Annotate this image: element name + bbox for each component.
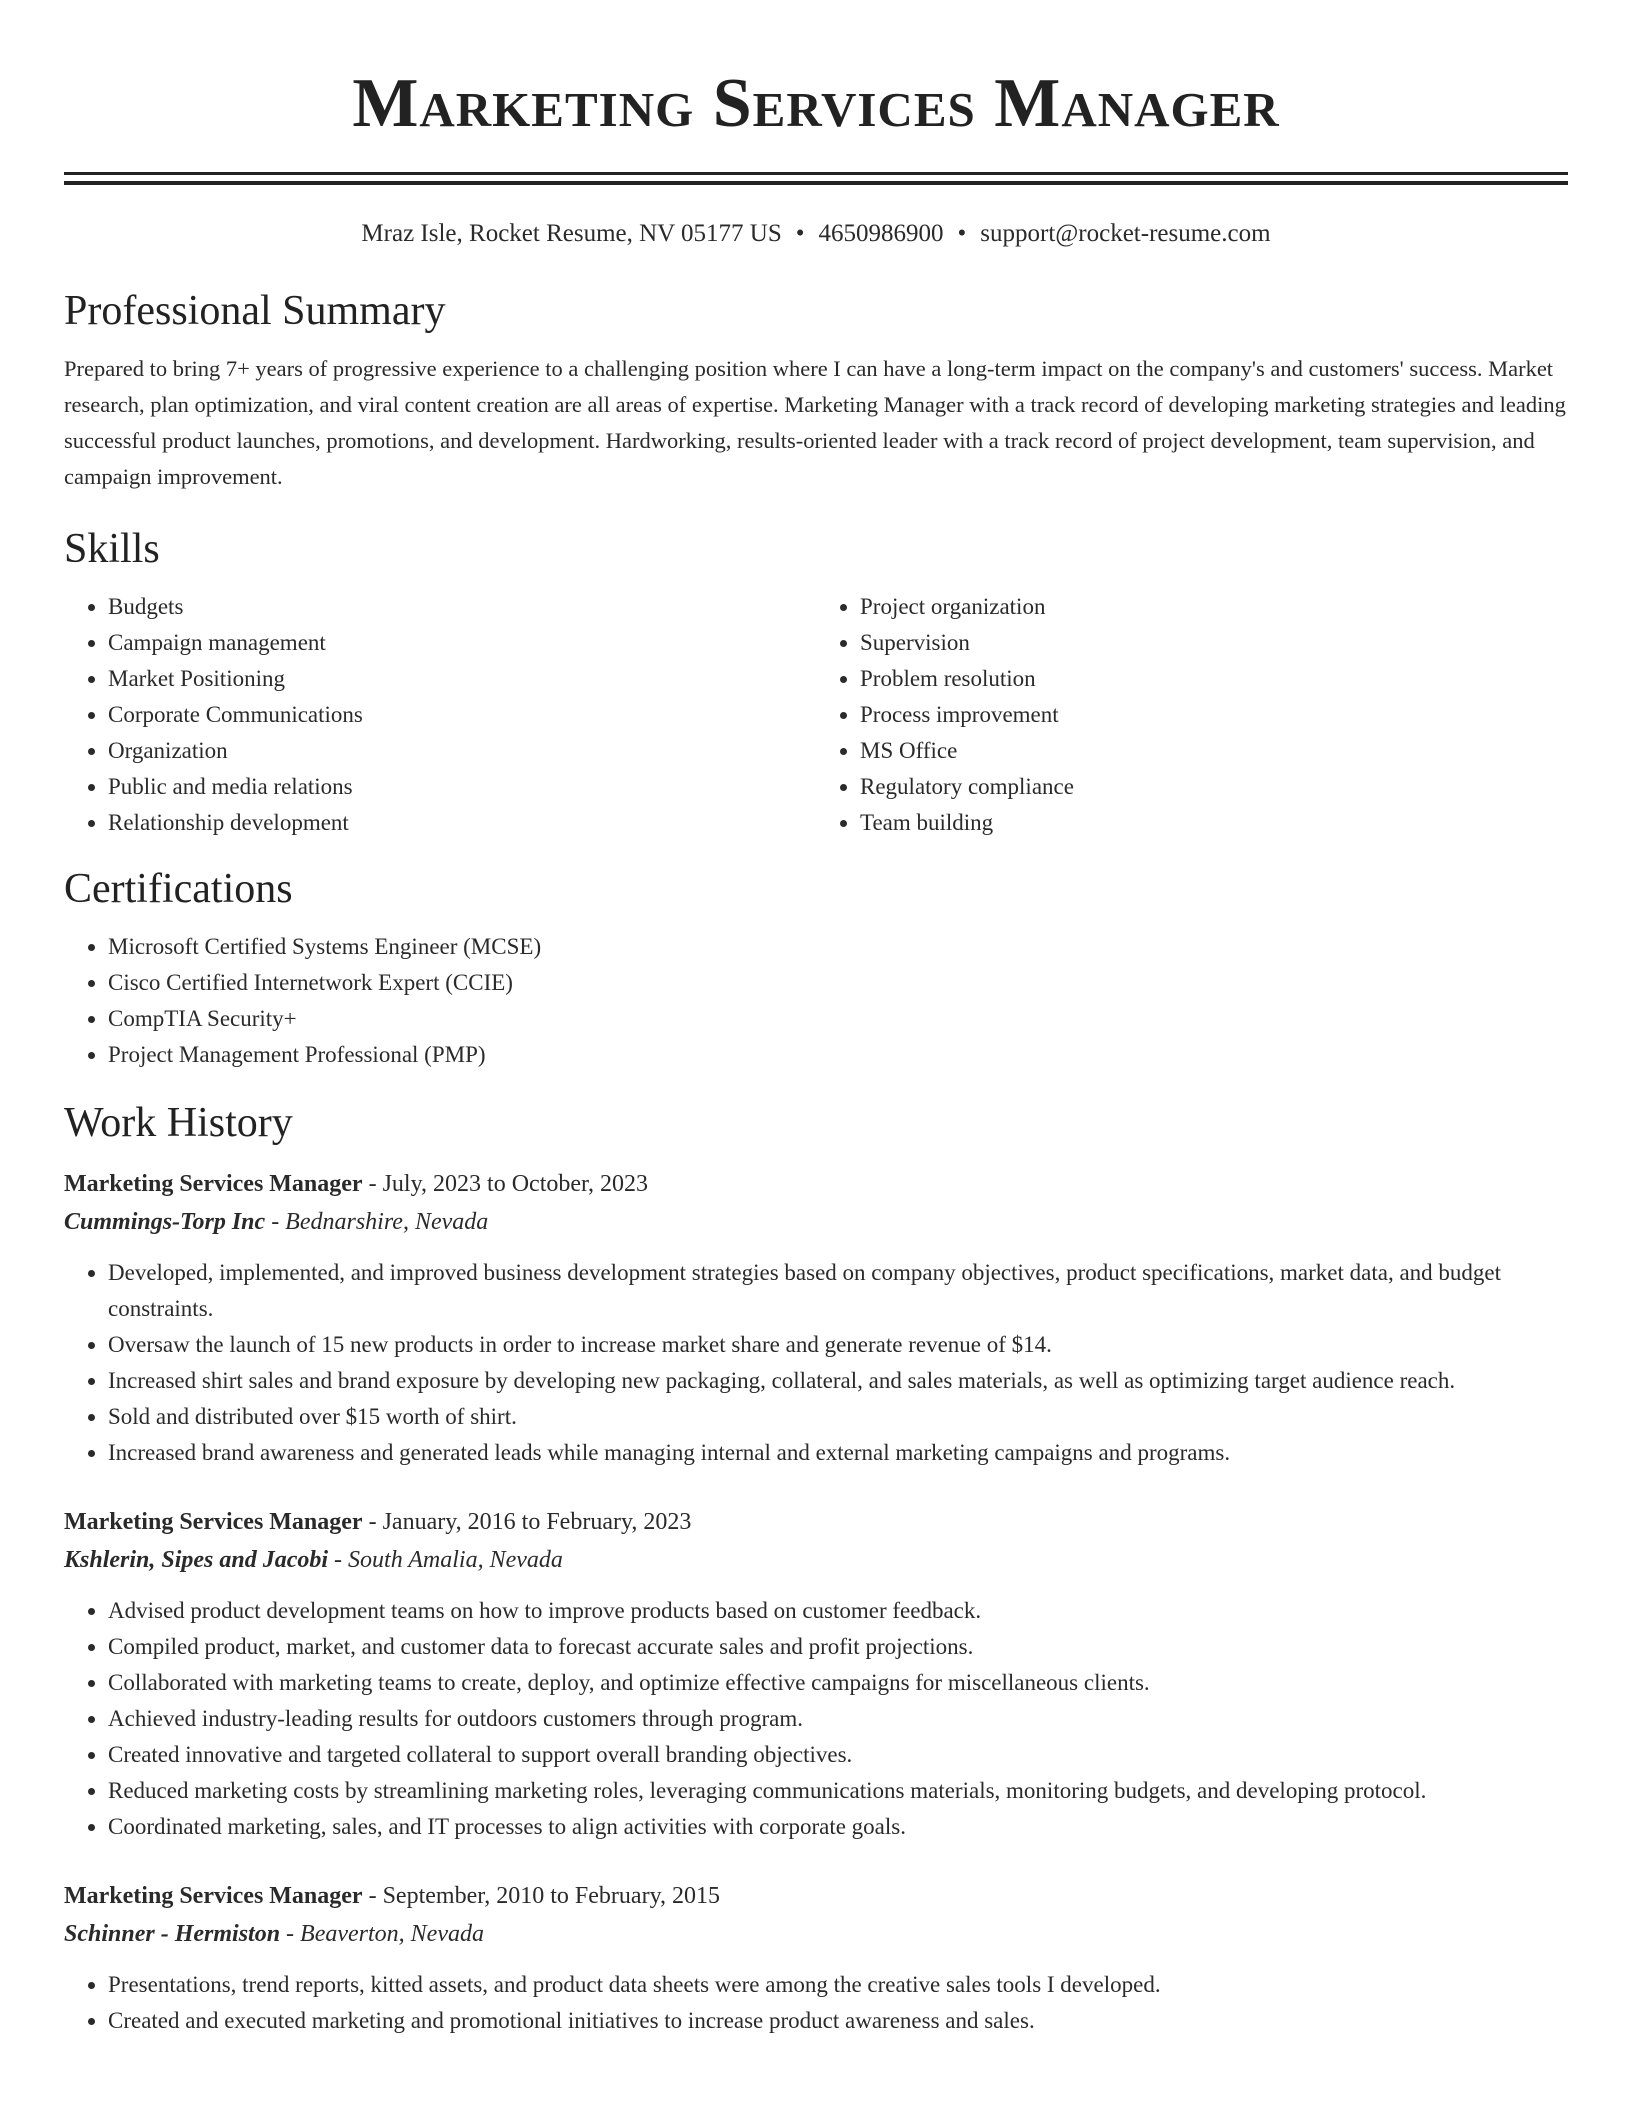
skill-item: • Campaign management [108,625,816,661]
job-dates: - July, 2023 to October, 2023 [368,1171,649,1197]
work-history-heading: Work History [64,1100,293,1146]
job-header [64,1165,1568,1203]
job-company-line [64,1541,1568,1579]
contact-address: Mraz Isle, Rocket Resume, NV 05177 US [361,220,782,247]
skill-item: • Corporate Communications [108,697,816,733]
skills-list-right [816,589,1568,841]
skill-item: • Organization [108,733,816,769]
job-location: - Bednarshire, Nevada [271,1209,489,1235]
skill-item: • Budgets [108,589,816,625]
skill-item: • MS Office [860,733,1568,769]
title-divider-bottom [64,181,1568,185]
job-bullet: • Presentations, trend reports, kitted assets, and product data sheets were among the creative sales tools I developed. [108,1967,1568,2003]
job-company: Kshlerin, Sipes and Jacobi [64,1547,329,1573]
job-bullet: • Collaborated with marketing teams to create, deploy, and optimize effective campaigns for miscellaneous clients. [108,1665,1568,1701]
job-entry [64,1165,1568,1471]
job-bullet: • Increased brand awareness and generated leads while managing internal and external marketing campaigns and programs. [108,1435,1568,1471]
title-divider-top [64,172,1568,175]
job-bullets [64,1593,1568,1845]
skill-item: • Project organization [860,589,1568,625]
skill-item: • Regulatory compliance [860,769,1568,805]
certifications-heading: Certifications [64,866,293,912]
certification-item: • Cisco Certified Internetwork Expert (CCIE) [108,965,1568,1001]
job-entry [64,1503,1568,1845]
job-bullet: • Developed, implemented, and improved business development strategies based on company objectives, product specifications, market data, and budget constraints. [108,1255,1568,1327]
job-bullet: • Compiled product, market, and customer data to forecast accurate sales and profit projections. [108,1629,1568,1665]
certifications-list [64,929,1568,1073]
work-history-section [64,1097,1568,2039]
job-bullets [64,1967,1568,2039]
summary-text: Prepared to bring 7+ years of progressive experience to a challenging position where I can have a long-term impact on the company's and customers' success. Market research, plan optimization, and viral content creation are all areas of expertise. Marketing Manager with a track record of developing marketing strategies and leading successful product launches, promotions, and development. Hardworking, results-oriented leader with a track record of project development, team supervision, and campaign improvement. [64,356,1566,489]
certification-item: • CompTIA Security+ [108,1001,1568,1037]
contact-line [64,217,1568,251]
job-header [64,1877,1568,1915]
job-entry [64,1877,1568,2039]
certifications-section [64,863,1568,1073]
job-title: Marketing Services Manager [64,1171,363,1197]
job-company: Schinner - Hermiston [64,1921,281,1947]
summary-section [64,285,1568,495]
job-title: Marketing Services Manager [64,1509,363,1535]
skill-item: • Public and media relations [108,769,816,805]
skills-section [64,523,1568,841]
job-bullet: • Achieved industry-leading results for outdoors customers through program. [108,1701,1568,1737]
summary-heading: Professional Summary [64,288,446,334]
skills-list-left [64,589,816,841]
skills-heading: Skills [64,526,160,572]
certification-item: • Project Management Professional (PMP) [108,1037,1568,1073]
skill-item: • Market Positioning [108,661,816,697]
skills-columns [64,589,1568,841]
job-dates: - September, 2010 to February, 2015 [368,1883,721,1909]
job-bullet: • Created and executed marketing and promotional initiatives to increase product awareness and sales. [108,2003,1568,2039]
skill-item: • Problem resolution [860,661,1568,697]
skill-item: • Supervision [860,625,1568,661]
job-bullet: • Created innovative and targeted collateral to support overall branding objectives. [108,1737,1568,1773]
job-bullet: • Sold and distributed over $15 worth of shirt. [108,1399,1568,1435]
job-dates: - January, 2016 to February, 2023 [368,1509,692,1535]
job-company-line [64,1203,1568,1241]
job-bullets [64,1255,1568,1471]
job-company: Cummings-Torp Inc [64,1209,266,1235]
job-bullet: • Advised product development teams on how to improve products based on customer feedback. [108,1593,1568,1629]
page-title: Marketing Services Manager [352,65,1280,142]
job-bullet: • Coordinated marketing, sales, and IT processes to align activities with corporate goals. [108,1809,1568,1845]
job-bullet: • Oversaw the launch of 15 new products in order to increase market share and generate revenue of $14. [108,1327,1568,1363]
job-location: - South Amalia, Nevada [334,1547,563,1573]
contact-email[interactable]: support@rocket-resume.com [980,220,1271,247]
contact-phone: 4650986900 [818,220,944,247]
skill-item: • Relationship development [108,805,816,841]
job-header [64,1503,1568,1541]
job-bullet: • Reduced marketing costs by streamlining marketing roles, leveraging communications materials, monitoring budgets, and developing protocol. [108,1773,1568,1809]
contact-separator: • [957,220,967,247]
job-company-line [64,1915,1568,1953]
skill-item: • Team building [860,805,1568,841]
skill-item: • Process improvement [860,697,1568,733]
certification-item: • Microsoft Certified Systems Engineer (MCSE) [108,929,1568,965]
job-bullet: • Increased shirt sales and brand exposure by developing new packaging, collateral, and sales materials, as well as optimizing target audience reach. [108,1363,1568,1399]
job-title: Marketing Services Manager [64,1883,363,1909]
job-location: - Beaverton, Nevada [286,1921,484,1947]
contact-separator: • [795,220,805,247]
